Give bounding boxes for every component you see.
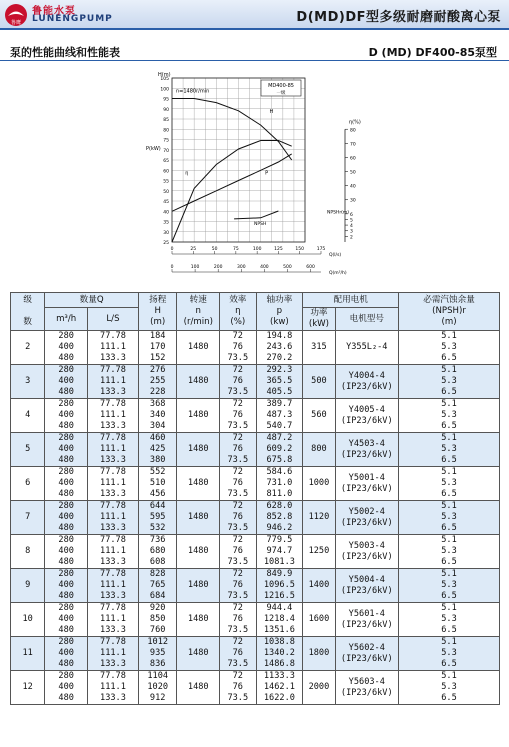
performance-chart xyxy=(130,66,390,284)
cell-kw: 2000 xyxy=(303,671,335,705)
document-title: D(MD)DF型多级耐磨耐酸离心泵 xyxy=(296,10,501,25)
cell-q: 280 400 480 xyxy=(45,569,88,603)
cell-h: 184 170 152 xyxy=(138,331,176,365)
cell-model: Y5601-4 (IP23/6kV) xyxy=(335,603,398,637)
table-row xyxy=(11,535,500,569)
cell-stage: 12 xyxy=(11,671,45,705)
pump-model: D (MD) DF400-85泵型 xyxy=(368,46,497,59)
y-tick-label: 80 xyxy=(163,128,169,134)
cell-npsh: 5.1 5.3 6.5 xyxy=(399,637,500,671)
cell-h: 920 850 760 xyxy=(138,603,176,637)
cell-model: Y5002-4 (IP23/6kV) xyxy=(335,501,398,535)
cell-h: 736 680 608 xyxy=(138,535,176,569)
cell-kw: 1400 xyxy=(303,569,335,603)
cell-h: 644 595 532 xyxy=(138,501,176,535)
x-tick-label-m3: 300 xyxy=(236,265,246,270)
sub-header xyxy=(0,38,509,62)
cell-ls: 77.78 111.1 133.3 xyxy=(87,501,138,535)
cell-p: 944.4 1218.4 1351.6 xyxy=(256,603,303,637)
cell-model: Y355L₂-4 xyxy=(335,331,398,365)
power-curve xyxy=(172,154,292,211)
cell-stage: 6 xyxy=(11,467,45,501)
col-motor: 配用电机 xyxy=(303,293,399,308)
x-tick-label-ls: 100 xyxy=(252,247,262,252)
cell-kw: 1120 xyxy=(303,501,335,535)
table-row xyxy=(11,637,500,671)
cell-stage: 7 xyxy=(11,501,45,535)
speed-label: n=1480r/min xyxy=(176,88,210,95)
cell-n: 1480 xyxy=(177,365,220,399)
cell-npsh: 5.1 5.3 6.5 xyxy=(399,399,500,433)
cell-q: 280 400 480 xyxy=(45,467,88,501)
cell-n: 1480 xyxy=(177,331,220,365)
cell-npsh: 5.1 5.3 6.5 xyxy=(399,603,500,637)
cell-n: 1480 xyxy=(177,569,220,603)
cell-q: 280 400 480 xyxy=(45,331,88,365)
cell-eta: 72 76 73.5 xyxy=(220,331,256,365)
y-tick-label: 100 xyxy=(160,87,169,93)
cell-stage: 3 xyxy=(11,365,45,399)
cell-h: 276 255 228 xyxy=(138,365,176,399)
efficiency-curve xyxy=(172,141,292,243)
cell-stage: 5 xyxy=(11,433,45,467)
cell-eta: 72 76 73.5 xyxy=(220,433,256,467)
cell-kw: 560 xyxy=(303,399,335,433)
sub-header-line xyxy=(0,60,509,61)
svg-text:鲁鹰: 鲁鹰 xyxy=(10,20,22,26)
x-tick-label-m3: 400 xyxy=(260,265,269,270)
cell-model: Y5003-4 (IP23/6kV) xyxy=(335,535,398,569)
y-tick-label: 75 xyxy=(163,138,169,144)
col-stage: 级 数 xyxy=(11,293,45,331)
header-underline xyxy=(0,28,509,30)
x-tick-label-ls: 25 xyxy=(190,247,197,252)
section-title: 泵的性能曲线和性能表 xyxy=(10,46,120,59)
cell-n: 1480 xyxy=(177,433,220,467)
x-tick-label-ls: 125 xyxy=(274,247,283,252)
performance-table xyxy=(10,292,500,705)
cell-h: 1012 935 836 xyxy=(138,637,176,671)
brand-name-en: LUNENGPUMP xyxy=(32,14,113,24)
cell-stage: 9 xyxy=(11,569,45,603)
cell-npsh: 5.1 5.3 6.5 xyxy=(399,501,500,535)
cell-n: 1480 xyxy=(177,603,220,637)
x-tick-label-m3: 100 xyxy=(190,265,200,270)
brand-logo xyxy=(2,2,130,28)
cell-q: 280 400 480 xyxy=(45,535,88,569)
cell-p: 389.7 487.3 540.7 xyxy=(256,399,303,433)
cell-p: 628.0 852.8 946.2 xyxy=(256,501,303,535)
x-axis-label-ls: Q(l/s) xyxy=(329,253,342,258)
y-axis-label-power: P(kW) xyxy=(146,145,161,152)
cell-kw: 1250 xyxy=(303,535,335,569)
right-tick-label: 70 xyxy=(350,142,356,148)
cell-eta: 72 76 73.5 xyxy=(220,399,256,433)
y-tick-label: 45 xyxy=(163,200,169,205)
table-row xyxy=(11,365,500,399)
cell-npsh: 5.1 5.3 6.5 xyxy=(399,365,500,399)
cell-kw: 315 xyxy=(303,331,335,365)
model-box-sublabel: 一级 xyxy=(276,91,286,96)
y-tick-label: 95 xyxy=(163,97,169,103)
cell-stage: 11 xyxy=(11,637,45,671)
cell-stage: 2 xyxy=(11,331,45,365)
x-tick-label-m3: 0 xyxy=(170,265,174,270)
cell-p: 194.8 243.6 270.2 xyxy=(256,331,303,365)
cell-n: 1480 xyxy=(177,399,220,433)
cell-q: 280 400 480 xyxy=(45,399,88,433)
x-tick-label-ls: 75 xyxy=(232,247,239,252)
cell-n: 1480 xyxy=(177,535,220,569)
cell-h: 552 510 456 xyxy=(138,467,176,501)
y-tick-label: 60 xyxy=(163,169,169,175)
cell-npsh: 5.1 5.3 6.5 xyxy=(399,569,500,603)
curve-label-npsh: NPSH xyxy=(254,222,267,228)
table-row xyxy=(11,501,500,535)
cell-kw: 1000 xyxy=(303,467,335,501)
cell-ls: 77.78 111.1 133.3 xyxy=(87,331,138,365)
y-tick-label: 70 xyxy=(163,148,169,154)
chart-grid xyxy=(172,78,305,242)
cell-q: 280 400 480 xyxy=(45,603,88,637)
npsh-tick-label: 5 xyxy=(350,218,353,224)
col-motor-model: 电机型号 xyxy=(335,308,398,331)
y-tick-label: 65 xyxy=(163,159,169,164)
eagle-logo-icon xyxy=(4,3,28,27)
table-row xyxy=(11,331,500,365)
cell-h: 460 425 380 xyxy=(138,433,176,467)
x-tick-label-ls: 150 xyxy=(295,247,305,252)
cell-ls: 77.78 111.1 133.3 xyxy=(87,603,138,637)
y-tick-label: 105 xyxy=(160,77,169,82)
right-tick-label: 50 xyxy=(350,170,356,176)
cell-n: 1480 xyxy=(177,671,220,705)
cell-model: Y5602-4 (IP23/6kV) xyxy=(335,637,398,671)
model-box-label: MD400-85 xyxy=(268,83,294,89)
cell-npsh: 5.1 5.3 6.5 xyxy=(399,671,500,705)
cell-model: Y5004-4 (IP23/6kV) xyxy=(335,569,398,603)
x-tick-label-ls: 175 xyxy=(316,247,326,252)
npsh-axis-label: NPSHr(m) xyxy=(327,210,350,216)
cell-p: 487.2 609.2 675.8 xyxy=(256,433,303,467)
cell-ls: 77.78 111.1 133.3 xyxy=(87,671,138,705)
right-axis-label: η(%) xyxy=(349,119,361,126)
npsh-tick-label: 3 xyxy=(350,229,353,235)
cell-n: 1480 xyxy=(177,501,220,535)
table-row xyxy=(11,569,500,603)
table-row xyxy=(11,671,500,705)
right-tick-label: 40 xyxy=(350,184,356,190)
x-tick-label-m3: 600 xyxy=(306,265,315,270)
cell-eta: 72 76 73.5 xyxy=(220,671,256,705)
x-tick-label-m3: 500 xyxy=(283,265,292,270)
cell-model: Y5603-4 (IP23/6kV) xyxy=(335,671,398,705)
cell-stage: 4 xyxy=(11,399,45,433)
page-header xyxy=(0,0,509,36)
col-head: 扬程 H (m) xyxy=(138,293,176,331)
cell-ls: 77.78 111.1 133.3 xyxy=(87,433,138,467)
cell-q: 280 400 480 xyxy=(45,501,88,535)
right-tick-label: 30 xyxy=(350,198,356,204)
right-tick-label: 80 xyxy=(350,128,356,134)
table-row xyxy=(11,399,500,433)
table-row xyxy=(11,433,500,467)
cell-eta: 72 76 73.5 xyxy=(220,603,256,637)
cell-kw: 800 xyxy=(303,433,335,467)
cell-eta: 72 76 73.5 xyxy=(220,501,256,535)
cell-npsh: 5.1 5.3 6.5 xyxy=(399,535,500,569)
cell-p: 849.9 1096.5 1216.5 xyxy=(256,569,303,603)
cell-n: 1480 xyxy=(177,467,220,501)
table-row xyxy=(11,467,500,501)
chart-axes xyxy=(172,78,348,272)
y-tick-label: 35 xyxy=(163,220,169,226)
cell-q: 280 400 480 xyxy=(45,433,88,467)
cell-p: 1038.8 1340.2 1486.8 xyxy=(256,637,303,671)
col-flow: 数量Q xyxy=(45,293,139,308)
cell-kw: 1600 xyxy=(303,603,335,637)
cell-n: 1480 xyxy=(177,637,220,671)
cell-model: Y4004-4 (IP23/6kV) xyxy=(335,365,398,399)
table-body xyxy=(11,331,500,705)
cell-h: 368 340 304 xyxy=(138,399,176,433)
cell-model: Y5001-4 (IP23/6kV) xyxy=(335,467,398,501)
col-motor-power: 功率 (kW) xyxy=(303,308,335,331)
x-tick-label-m3: 200 xyxy=(213,265,223,270)
x-tick-label-ls: 0 xyxy=(170,247,174,252)
y-tick-label: 25 xyxy=(163,241,169,246)
cell-eta: 72 76 73.5 xyxy=(220,535,256,569)
cell-eta: 72 76 73.5 xyxy=(220,637,256,671)
y-tick-label: 40 xyxy=(163,210,169,216)
y-axis-label: H(m) xyxy=(158,72,171,78)
cell-kw: 500 xyxy=(303,365,335,399)
cell-npsh: 5.1 5.3 6.5 xyxy=(399,331,500,365)
curve-label-p: P xyxy=(265,170,269,177)
curve-label-h: H xyxy=(269,108,274,115)
right-tick-label: 60 xyxy=(350,156,356,162)
cell-p: 779.5 974.7 1081.3 xyxy=(256,535,303,569)
cell-q: 280 400 480 xyxy=(45,637,88,671)
cell-ls: 77.78 111.1 133.3 xyxy=(87,535,138,569)
cell-ls: 77.78 111.1 133.3 xyxy=(87,365,138,399)
brand-name-cn: 鲁能水泵 xyxy=(32,6,76,17)
cell-stage: 10 xyxy=(11,603,45,637)
cell-npsh: 5.1 5.3 6.5 xyxy=(399,467,500,501)
npsh-tick-label: 2 xyxy=(350,235,353,241)
cell-eta: 72 76 73.5 xyxy=(220,569,256,603)
cell-npsh: 5.1 5.3 6.5 xyxy=(399,433,500,467)
y-tick-label: 90 xyxy=(163,107,169,113)
cell-p: 584.6 731.0 811.0 xyxy=(256,467,303,501)
col-npsh: 必需汽蚀余量 (NPSH)r (m) xyxy=(399,293,500,331)
col-shaft: 轴功率 p (kw) xyxy=(256,293,303,331)
x-axis-label-m3: Q(m³/h) xyxy=(329,271,347,276)
cell-stage: 8 xyxy=(11,535,45,569)
npsh-tick-label: 6 xyxy=(350,212,353,218)
table-row xyxy=(11,603,500,637)
cell-q: 280 400 480 xyxy=(45,365,88,399)
cell-eta: 72 76 73.5 xyxy=(220,467,256,501)
y-tick-label: 50 xyxy=(163,189,169,195)
y-tick-label: 30 xyxy=(163,230,169,236)
cell-model: Y4503-4 (IP23/6kV) xyxy=(335,433,398,467)
col-eff: 效率 η (%) xyxy=(220,293,256,331)
cell-q: 280 400 480 xyxy=(45,671,88,705)
cell-p: 292.3 365.5 405.5 xyxy=(256,365,303,399)
cell-h: 828 765 684 xyxy=(138,569,176,603)
cell-p: 1133.3 1462.1 1622.0 xyxy=(256,671,303,705)
col-flow-m3: m³/h xyxy=(45,308,88,331)
col-flow-ls: L/S xyxy=(87,308,138,331)
cell-kw: 1800 xyxy=(303,637,335,671)
cell-ls: 77.78 111.1 133.3 xyxy=(87,569,138,603)
cell-h: 1104 1020 912 xyxy=(138,671,176,705)
col-speed: 转速 n (r/min) xyxy=(177,293,220,331)
y-tick-label: 85 xyxy=(163,118,169,123)
cell-ls: 77.78 111.1 133.3 xyxy=(87,399,138,433)
y-tick-label: 55 xyxy=(163,179,169,185)
cell-eta: 72 76 73.5 xyxy=(220,365,256,399)
npsh-tick-label: 4 xyxy=(350,224,353,230)
cell-model: Y4005-4 (IP23/6kV) xyxy=(335,399,398,433)
x-tick-label-ls: 50 xyxy=(211,247,218,252)
cell-ls: 77.78 111.1 133.3 xyxy=(87,637,138,671)
curve-label-eta: η xyxy=(185,170,189,177)
cell-ls: 77.78 111.1 133.3 xyxy=(87,467,138,501)
